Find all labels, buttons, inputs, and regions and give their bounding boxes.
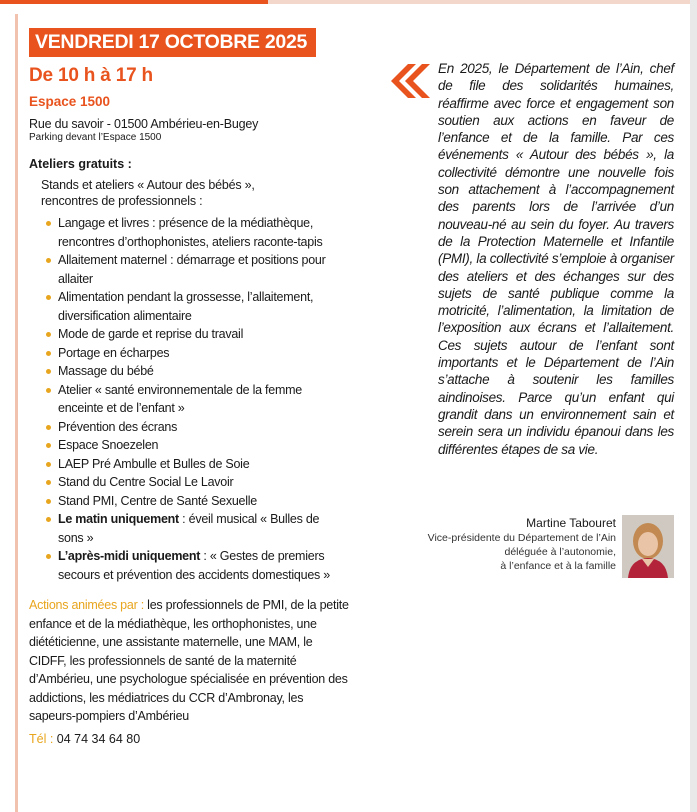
bullet-icon [46, 369, 51, 374]
top-rule-orange [0, 0, 268, 4]
workshop-list-item [46, 418, 346, 437]
bullet-icon [46, 517, 51, 522]
event-date-badge: VENDREDI 17 OCTOBRE 2025 [29, 28, 316, 57]
event-venue: Espace 1500 [29, 94, 111, 109]
author-portrait [622, 515, 674, 578]
bullet-icon [46, 258, 51, 263]
event-details-column [29, 28, 369, 747]
bullet-icon [46, 332, 51, 337]
bullet-icon [46, 351, 51, 356]
workshop-list-item [46, 436, 346, 455]
workshop-list-item [46, 288, 346, 325]
bullet-icon [46, 554, 51, 559]
workshops-intro [41, 177, 369, 209]
bullet-icon [46, 462, 51, 467]
workshop-item-text: Espace Snoezelen [58, 438, 159, 452]
left-frame-line [15, 14, 18, 812]
workshop-item-emphasis: Le matin uniquement [58, 512, 179, 526]
bullet-icon [46, 425, 51, 430]
workshop-list-item [46, 547, 346, 584]
workshop-item-text: Allaitement maternel : démarrage et positions pour allaiter [58, 253, 326, 286]
top-rule-light [268, 0, 697, 4]
workshops-intro-line: rencontres de professionnels : [41, 194, 203, 208]
workshop-list-item [46, 492, 346, 511]
workshop-item-text: Stand PMI, Centre de Santé Sexuelle [58, 493, 258, 508]
workshop-item-text: Langage et livres : présence de la médiathèque, rencontres d’orthophonistes, ateliers raconte-tapis [58, 216, 323, 249]
workshop-item-text: LAEP Pré Ambulle et Bulles de Soie [58, 456, 250, 471]
bullet-icon [46, 221, 51, 226]
bullet-icon [46, 443, 51, 448]
top-rule [0, 0, 697, 14]
quote-text [438, 60, 674, 458]
event-address: Rue du savoir - 01500 Ambérieu-en-Bugey [29, 117, 259, 131]
workshops-list [46, 214, 346, 584]
workshop-item-text: Mode de garde et reprise du travail [58, 327, 244, 341]
workshop-list-item [46, 344, 346, 363]
contact-phone-line [29, 731, 369, 747]
workshop-item-text: Massage du bébé [58, 364, 154, 378]
bullet-icon [46, 480, 51, 485]
workshop-list-item [46, 214, 346, 251]
quote-signature [390, 515, 616, 573]
author-role-line: à l’enfance et à la famille [500, 560, 616, 572]
workshop-item-text: Portage en écharpes [58, 345, 170, 360]
actions-paragraph [29, 596, 349, 726]
author-role-line: Vice-présidente du Département de l’Ain [427, 532, 616, 544]
author-role-line: déléguée à l’autonomie, [504, 546, 616, 558]
phone-label: Tél : [29, 731, 57, 746]
actions-text: les professionnels de PMI, de la petite enfance et de la médiathèque, les orthophonistes, une diététicienne, une assistante maternelle, une MAM, le CIDFF, les professionnels de santé de la maternité d’Ambérieu, une psychologue spécialisée en prévention des addictions, les médiatrices du CCR d’Ambronay, les sapeurs-pompiers d’Ambérieu [29, 598, 349, 723]
bullet-icon [46, 499, 51, 504]
workshops-intro-line: Stands et ateliers « Autour des bébés », [41, 178, 255, 192]
quote-mark-icon [388, 64, 432, 98]
phone-number: 04 74 34 64 80 [56, 731, 141, 746]
right-frame-bar [690, 0, 697, 812]
bullet-icon [46, 295, 51, 300]
event-hours: De 10 h à 17 h [29, 65, 153, 86]
bullet-icon [46, 388, 51, 393]
workshop-list-item [46, 362, 346, 381]
workshop-item-text: Alimentation pendant la grossesse, l’allaitement, diversification alimentaire [58, 290, 314, 323]
workshop-list-item [46, 325, 346, 344]
workshop-list-item [46, 473, 346, 492]
event-parking: Parking devant l’Espace 1500 [29, 132, 162, 143]
workshops-title: Ateliers gratuits : [29, 157, 132, 171]
workshop-item-text: Stand du Centre Social Le Lavoir [58, 475, 234, 489]
workshop-list-item [46, 381, 346, 418]
workshop-list-item [46, 455, 346, 474]
quote-paragraph: En 2025, le Département de l’Ain, chef de file des solidarités humaines, réaffirme avec force et engagement son soutien aux actions en faveur de l’enfance et de la famille. Par ces événements « Autour des bébés », la collectivité démontre une nouvelle fois son attachement à l’accompagnement des parents lors de l’arrivée d’un nouveau-né au sein du foyer. Au travers de la Protection Maternelle et Infantile (PMI), la collectivité s’emploie à organiser des ateliers et des échanges sur des sujets de santé publique comme la motricité, l’alimentation, la limitation de l’exposition aux écrans et l’allaitement. Ces sujets autour de l’enfant sont importants et le Département de l’Ain s’attache à soutenir les familles aindinoises. Parce qu’un enfant qui grandit dans un environnement sain et serein sera un individu épanoui dans les différentes étapes de sa vie. [438, 61, 674, 457]
workshop-item-text: : « Gestes de premiers secours et prévention des accidents domestiques » [58, 549, 330, 582]
author-name: Martine Tabouret [526, 516, 616, 530]
actions-label: Actions animées par : [29, 598, 148, 612]
workshop-item-text: : éveil musical « Bulles de sons » [58, 512, 320, 545]
workshop-list-item [46, 510, 346, 547]
workshop-item-text: Atelier « santé environnementale de la femme enceinte et de l’enfant » [58, 382, 303, 415]
workshop-list-item [46, 251, 346, 288]
workshop-item-text: Prévention des écrans [58, 419, 178, 434]
workshop-item-emphasis: L’après-midi uniquement [58, 549, 201, 563]
